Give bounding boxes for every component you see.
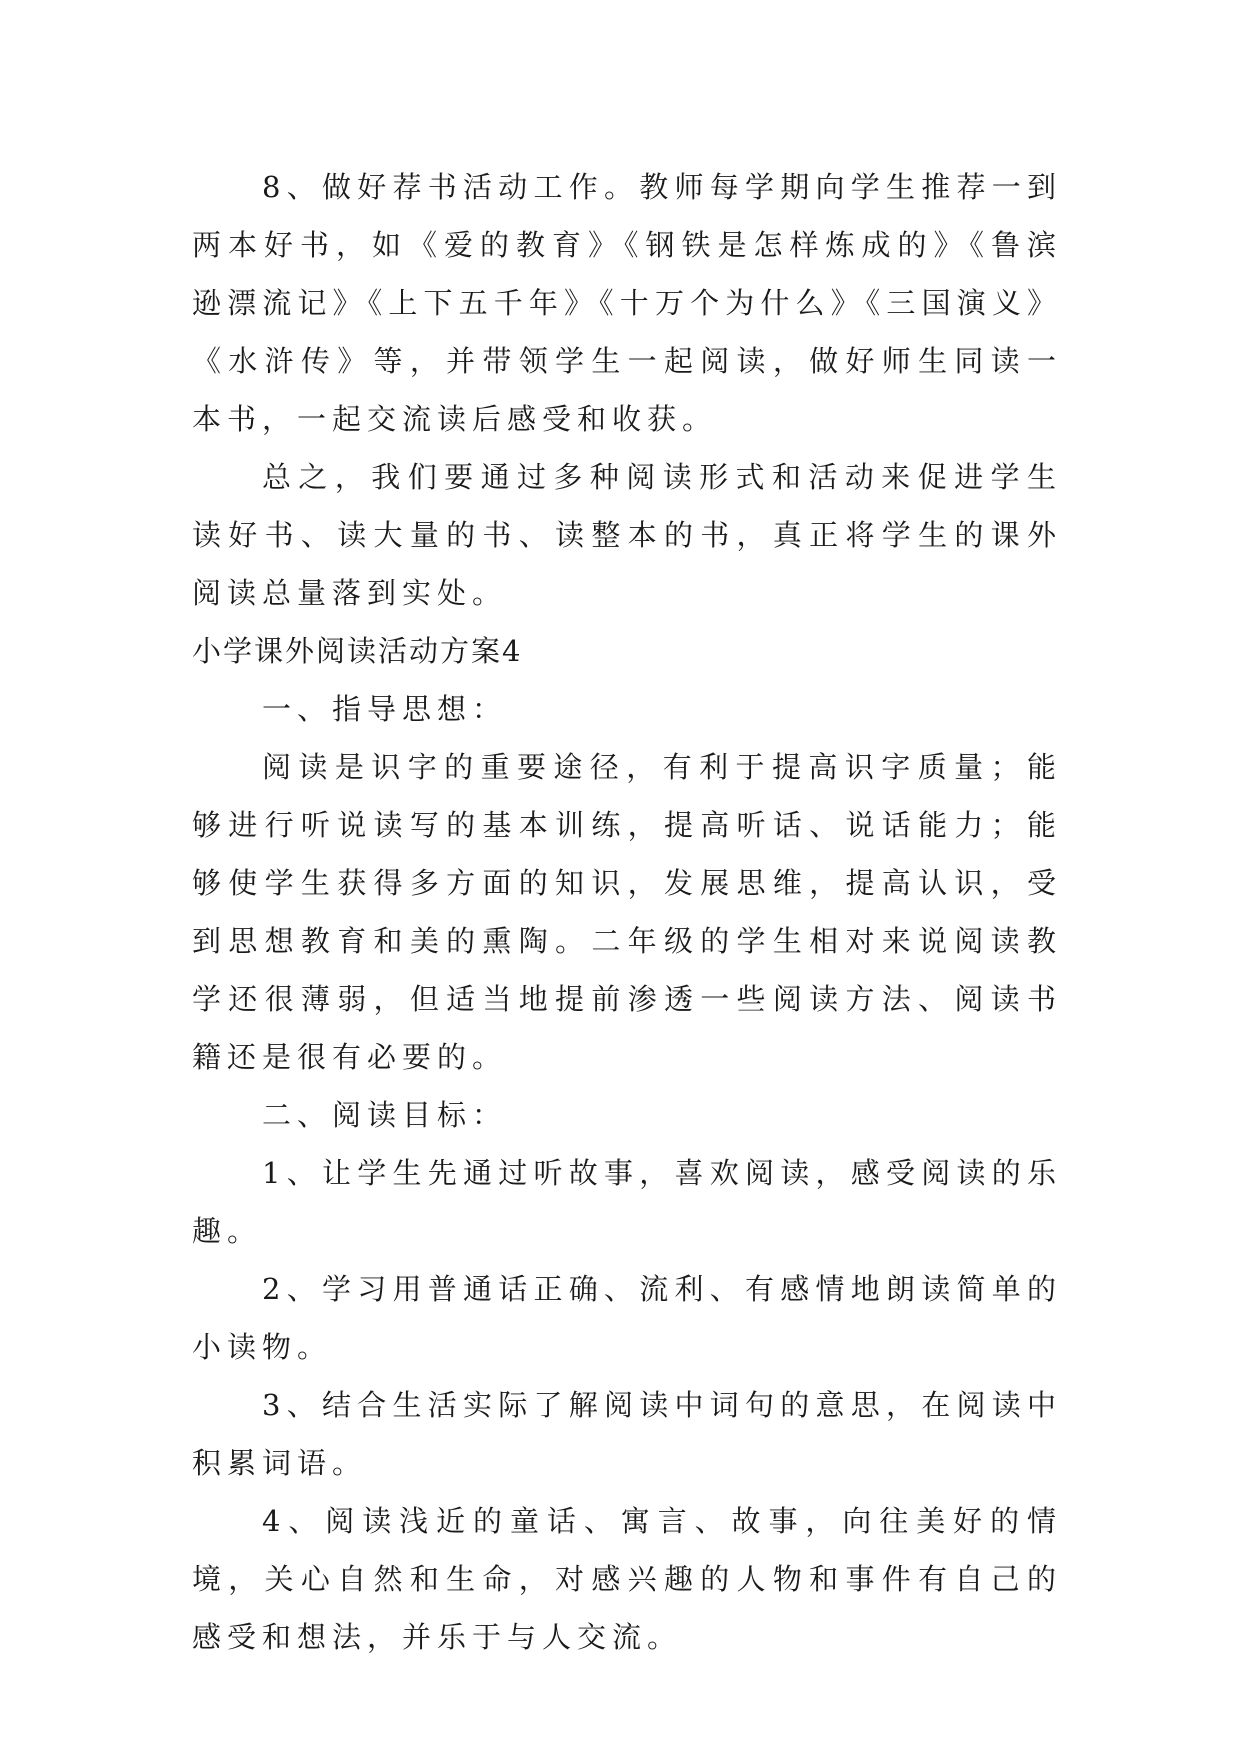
subheading-guiding-thought: 一、指导思想： [262, 692, 508, 726]
goal-item-4: 4、阅读浅近的童话、寓言、故事，向往美好的情境，关心自然和生命，对感兴趣的人物和事件有自己的感受和想法，并乐于与人交流。 [192, 1504, 1062, 1654]
subheading-reading-goals: 二、阅读目标： [262, 1098, 508, 1132]
paragraph-book-recommendation: 8、做好荐书活动工作。教师每学期向学生推荐一到两本好书，如《爱的教育》《钢铁是怎样炼成的》《鲁滨逊漂流记》《上下五千年》《十万个为什么》《三国演义》《水浒传》等，并带领学生一起阅读，做好师生同读一本书，一起交流读后感受和收获。 [192, 170, 1062, 436]
paragraph-summary: 总之，我们要通过多种阅读形式和活动来促进学生读好书、读大量的书、读整本的书，真正将学生的课外阅读总量落到实处。 [192, 460, 1062, 610]
goal-item-1: 1、让学生先通过听故事，喜欢阅读，感受阅读的乐趣。 [192, 1156, 1062, 1248]
document-page [192, 158, 1062, 1666]
paragraph-guiding-thought: 阅读是识字的重要途径，有利于提高识字质量；能够进行听说读写的基本训练，提高听话、说话能力；能够使学生获得多方面的知识，发展思维，提高认识，受到思想教育和美的熏陶。二年级的学生相对来说阅读教学还很薄弱，但适当地提前渗透一些阅读方法、阅读书籍还是很有必要的。 [192, 750, 1062, 1074]
goal-item-3: 3、结合生活实际了解阅读中词句的意思，在阅读中积累词语。 [192, 1388, 1062, 1480]
section-title: 小学课外阅读活动方案4 [192, 634, 523, 668]
goal-item-2: 2、学习用普通话正确、流利、有感情地朗读简单的小读物。 [192, 1272, 1062, 1364]
